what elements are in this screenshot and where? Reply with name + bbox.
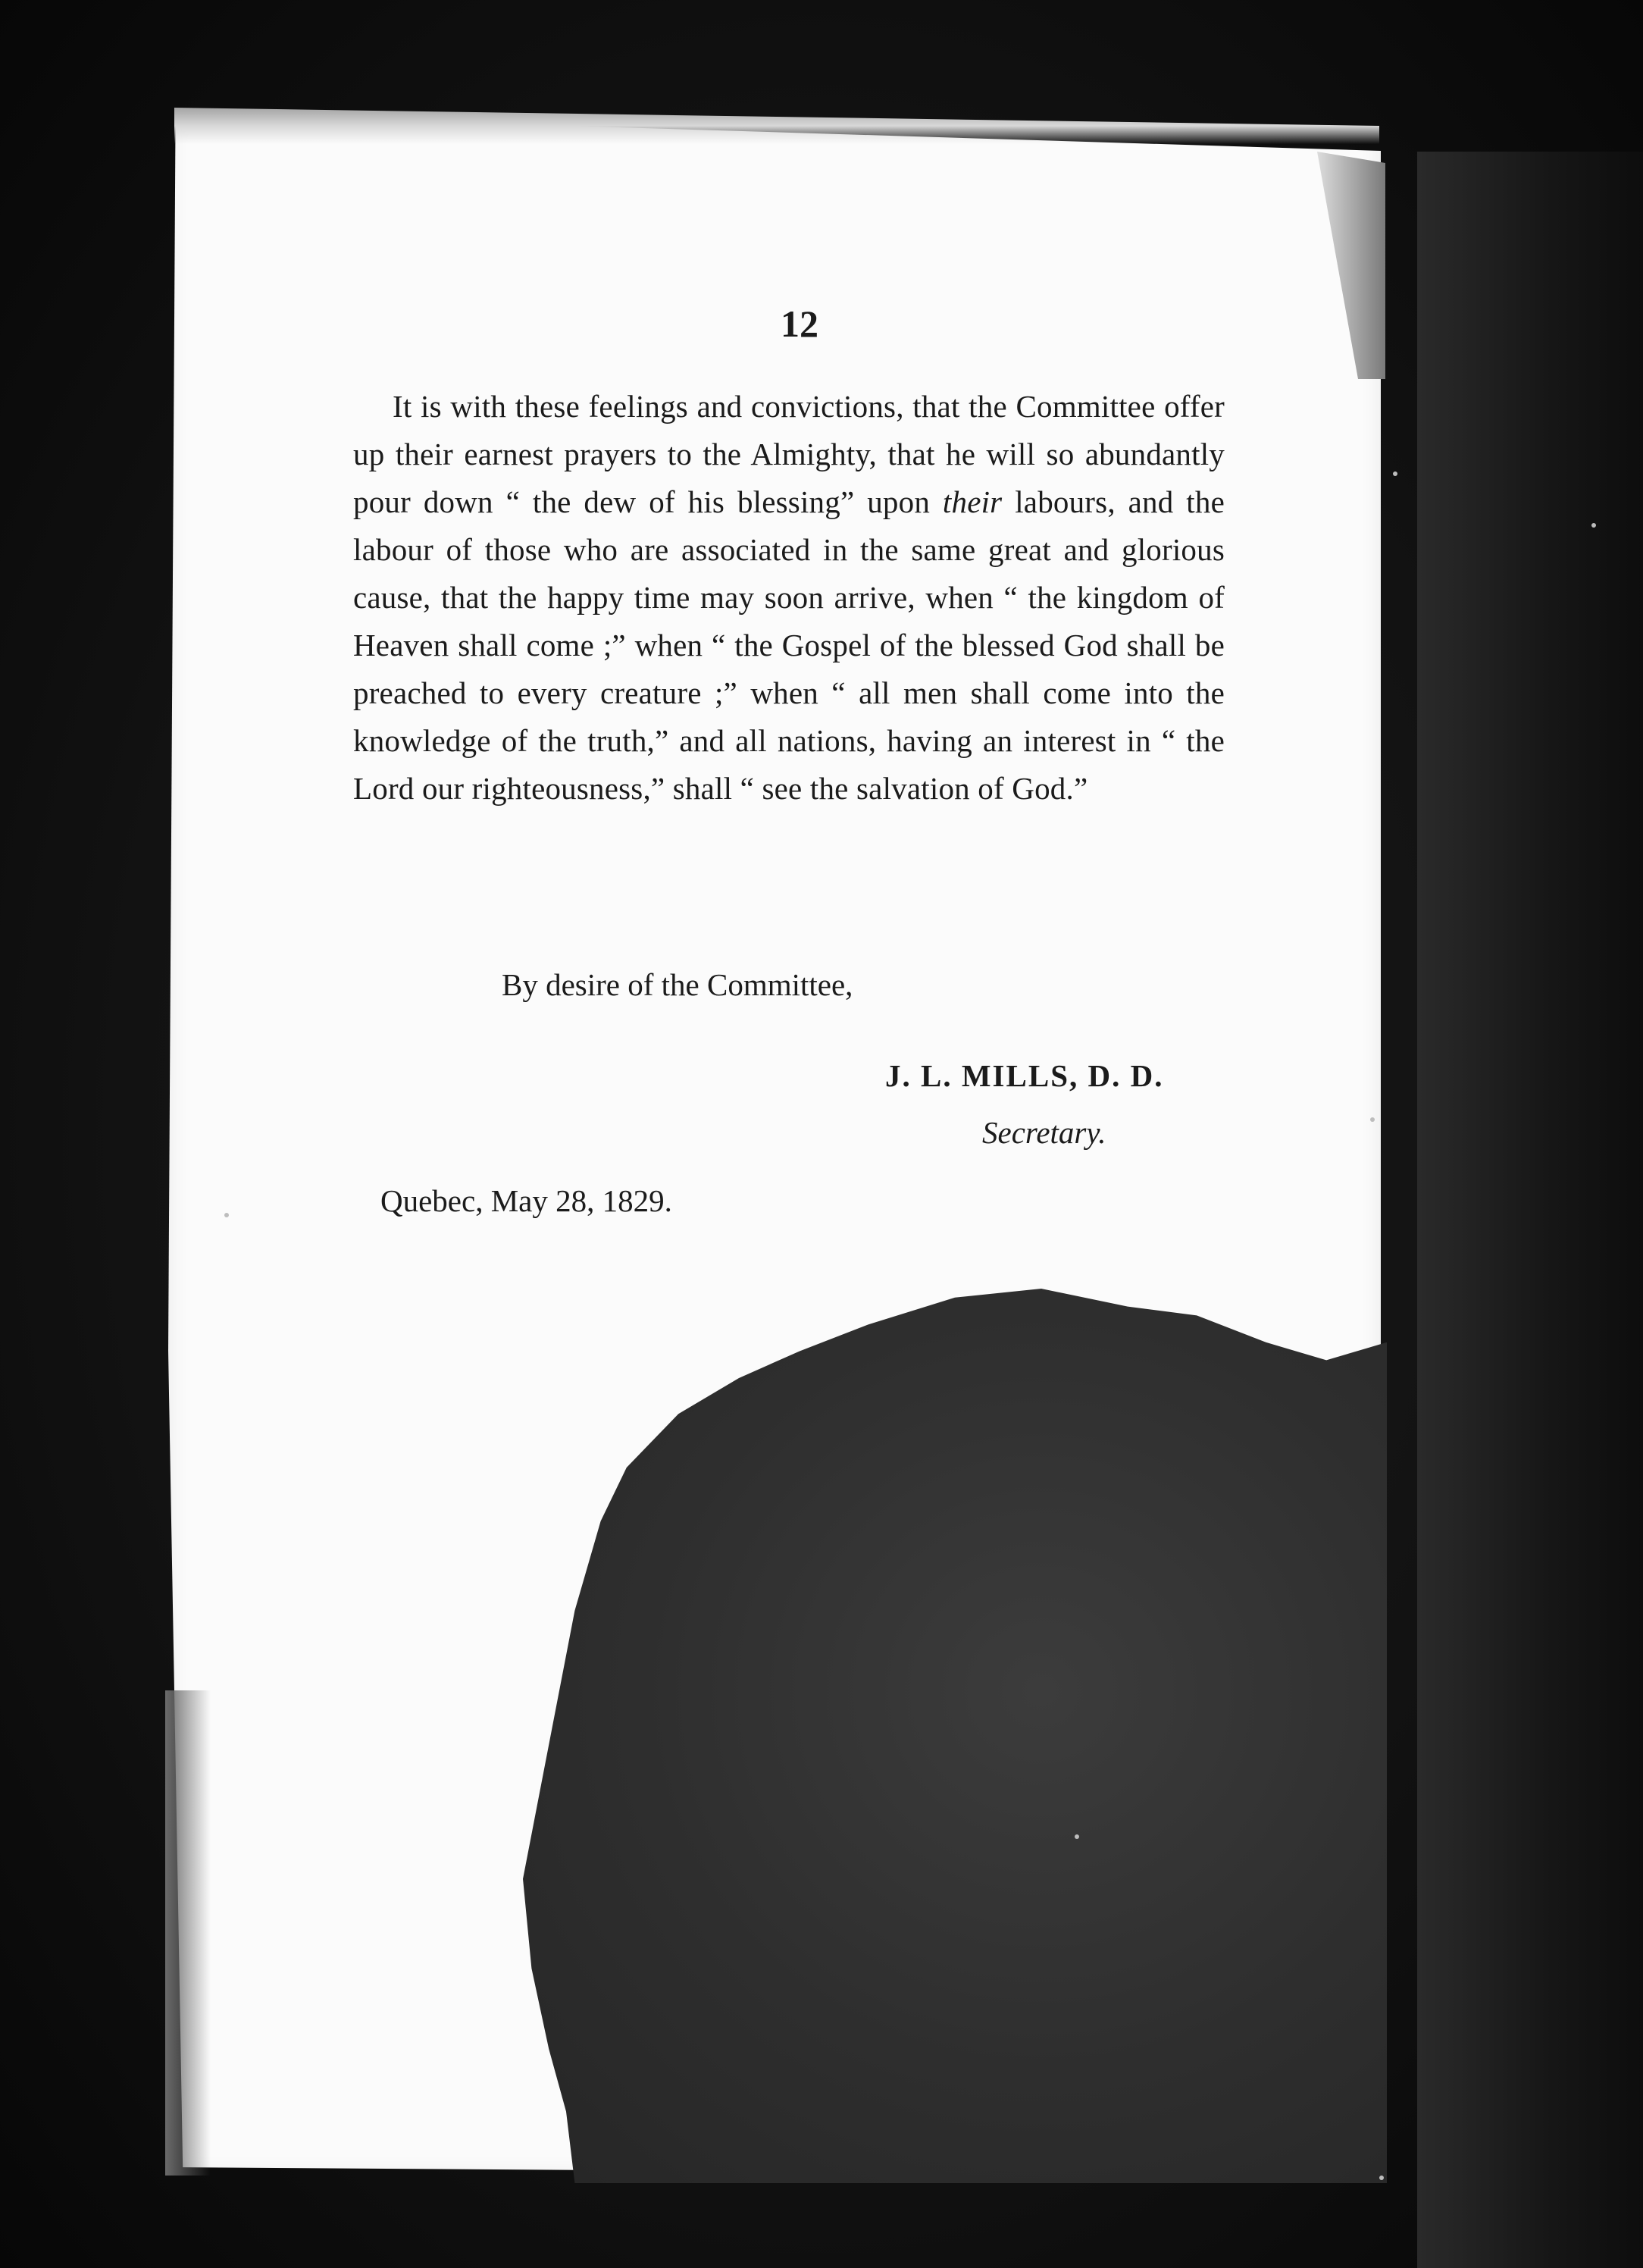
page-number: 12 bbox=[781, 302, 818, 345]
dust-speck bbox=[1591, 523, 1596, 528]
dust-speck bbox=[1075, 1834, 1079, 1839]
body-text bbox=[353, 383, 1225, 813]
paragraph-emphasis: their bbox=[942, 484, 1003, 519]
page-left-edge-wear bbox=[165, 1690, 211, 2176]
paragraph-part-1: It is with these feelings and convictions, that the Committee offer up their earnest prayers to the Almighty, that he will so abundantly pour down “ the dew of his blessing” upon bbox=[353, 389, 1225, 519]
signer-name: J. L. MILLS, D. D. bbox=[885, 1058, 1164, 1093]
paragraph-part-2: labours, and the labour of those who are associated in the same great and glorious cause, that the happy time may soon arrive, when “ the kingdom of Heaven shall come ;” when “ the Gospel of the blessed God shall be preached to every creature ;” when “ all men shall come into the knowledge of the truth,” and all nations, having an interest in “ the Lord our righteousness,” shall “ see the salvation of God.” bbox=[353, 484, 1225, 806]
dust-speck bbox=[1370, 1117, 1375, 1122]
signer-title: Secretary. bbox=[982, 1115, 1106, 1150]
adjacent-page-shadow bbox=[1417, 152, 1643, 2268]
dust-speck bbox=[1379, 2176, 1384, 2180]
dust-speck bbox=[1393, 471, 1397, 476]
body-paragraph bbox=[353, 383, 1225, 813]
signoff-line: By desire of the Committee, bbox=[502, 967, 853, 1002]
dateline: Quebec, May 28, 1829. bbox=[380, 1183, 672, 1218]
dust-speck bbox=[224, 1213, 229, 1217]
